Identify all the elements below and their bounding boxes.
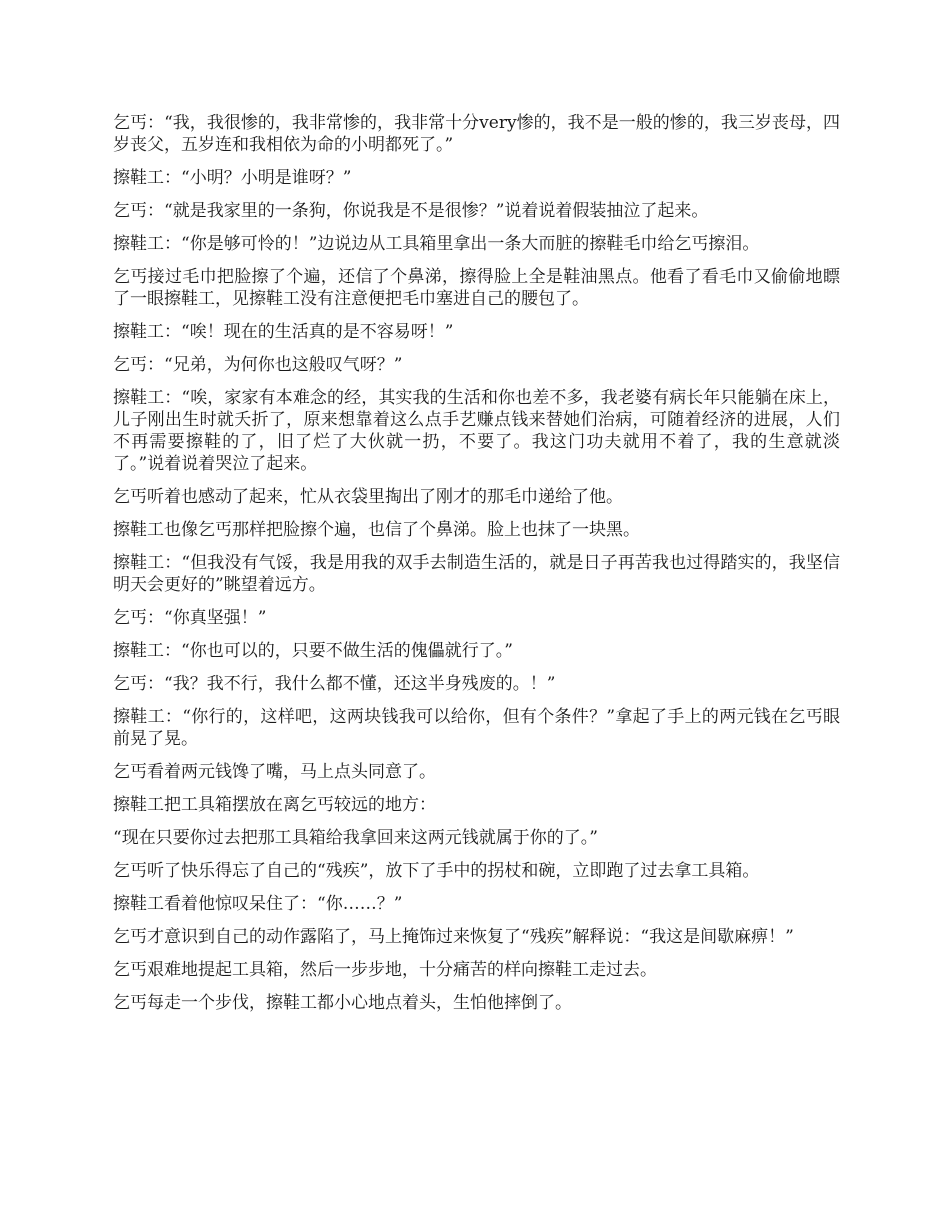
- paragraph: 乞丐艰难地提起工具箱，然后一步步地，十分痛苦的样向擦鞋工走过去。: [113, 960, 657, 980]
- paragraph: 乞丐每走一个步伐，擦鞋工都小心地点着头，生怕他摔倒了。: [113, 993, 572, 1013]
- paragraph: 乞丐：“兄弟，为何你也这般叹气呀？”: [113, 355, 403, 375]
- paragraph: 乞丐看着两元钱馋了嘴，马上点头同意了。: [113, 762, 436, 782]
- paragraph: 擦鞋工：“你也可以的，只要不做生活的傀儡就行了。”: [113, 641, 513, 661]
- paragraph: 擦鞋工：“但我没有气馁，我是用我的双手去制造生活的，就是日子再苦我也过得踏实的，我坚信明天会更好的”眺望着远方。: [113, 553, 840, 595]
- paragraph: 擦鞋工把工具箱摆放在离乞丐较远的地方：: [113, 795, 436, 815]
- paragraph: 乞丐：“就是我家里的一条狗，你说我是不是很惨？”说着说着假装抽泣了起来。: [113, 201, 709, 221]
- paragraph: 乞丐：“我，我很惨的，我非常惨的，我非常十分very惨的，我不是一般的惨的，我三岁丧母，四岁丧父，五岁连和我相依为命的小明都死了。”: [113, 113, 840, 155]
- paragraph: “现在只要你过去把那工具箱给我拿回来这两元钱就属于你的了。”: [113, 828, 598, 848]
- paragraph: 乞丐接过毛巾把脸擦了个遍，还信了个鼻涕，擦得脸上全是鞋油黑点。他看了看毛巾又偷偷地瞟了一眼擦鞋工，见擦鞋工没有注意便把毛巾塞进自己的腰包了。: [113, 267, 840, 309]
- paragraph: 擦鞋工：“你是够可怜的！”边说边从工具箱里拿出一条大而脏的擦鞋毛巾给乞丐擦泪。: [113, 234, 760, 254]
- document-page: [113, 112, 840, 1025]
- paragraph: 乞丐听了快乐得忘了自己的“残疾”，放下了手中的拐杖和碗，立即跑了过去拿工具箱。: [113, 861, 760, 881]
- paragraph: 乞丐：“你真坚强！”: [113, 608, 267, 628]
- paragraph: 擦鞋工：“小明？小明是谁呀？”: [113, 168, 352, 188]
- paragraph: 擦鞋工也像乞丐那样把脸擦个遍，也信了个鼻涕。脸上也抹了一块黑。: [113, 520, 640, 540]
- paragraph: 乞丐：“我？我不行，我什么都不懂，还这半身残废的。！”: [113, 674, 556, 694]
- paragraph: 擦鞋工：“唉，家家有本难念的经，其实我的生活和你也差不多，我老婆有病长年只能躺在床上，儿子刚出生时就夭折了，原来想靠着这么点手艺赚点钱来替她们治病，可随着经济的进展，人们不再需要擦鞋的了，旧了烂了大伙就一扔，不要了。我这门功夫就用不着了，我的生意就淡了。”说着说着哭泣了起来。: [113, 388, 840, 474]
- paragraph: 擦鞋工看着他惊叹呆住了：“你……？”: [113, 894, 403, 914]
- paragraph: 擦鞋工：“你行的，这样吧，这两块钱我可以给你，但有个条件？”拿起了手上的两元钱在乞丐眼前晃了晃。: [113, 707, 840, 749]
- paragraph: 擦鞋工：“唉！现在的生活真的是不容易呀！”: [113, 322, 454, 342]
- paragraph: 乞丐才意识到自己的动作露陷了，马上掩饰过来恢复了“残疾”解释说：“我这是间歇麻痹！”: [113, 927, 794, 947]
- paragraph: 乞丐听着也感动了起来，忙从衣袋里掏出了刚才的那毛巾递给了他。: [113, 487, 623, 507]
